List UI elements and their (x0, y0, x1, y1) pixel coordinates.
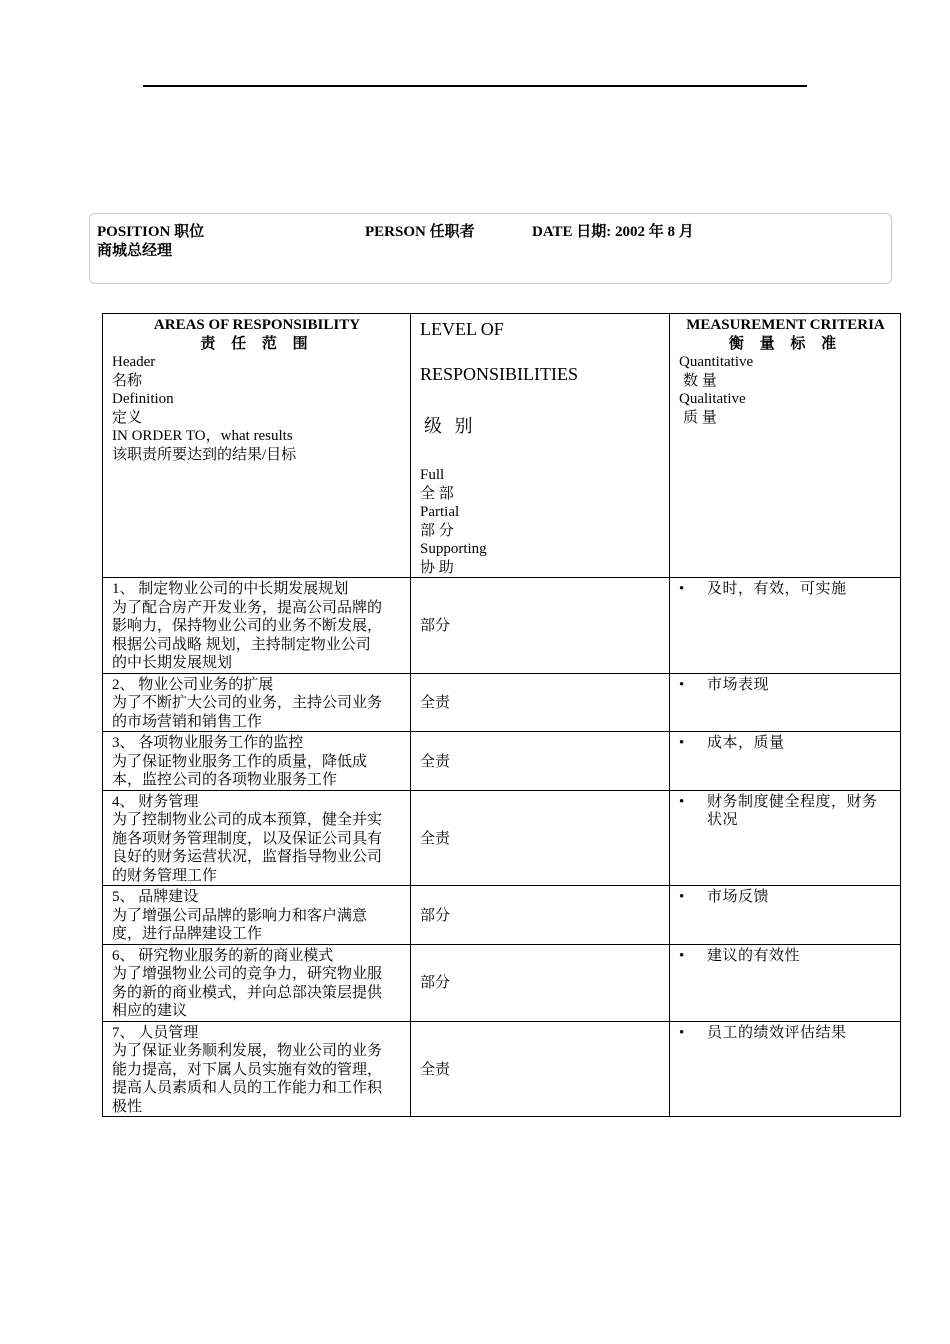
criteria-line: 质 量 (683, 409, 717, 426)
criteria-cell (670, 790, 901, 886)
level-value: 部分 (420, 975, 451, 992)
table-header-row (103, 314, 901, 578)
area-title: 3、 各项物业服务工作的监控 (112, 735, 304, 751)
top-divider-line (143, 85, 807, 87)
area-desc-line: 为了控制物业公司的成本预算，健全并实 (112, 812, 383, 828)
date-label: DATE 日期: 2002 年 8 月 (532, 224, 694, 240)
area-title: 1、 制定物业公司的中长期发展规划 (112, 581, 349, 597)
criteria-title-en: MEASUREMENT CRITERIA (686, 317, 885, 333)
criteria-text: 员工的绩效评估结果 (707, 1024, 847, 1041)
area-desc-line: 的中长期发展规划 (112, 655, 233, 671)
area-desc-line: 根据公司战略 规划，主持制定物业公司 (112, 636, 371, 653)
criteria-text: 建议的有效性 (707, 947, 801, 964)
area-desc-line: 能力提高，对下属人员实施有效的管理， (112, 1061, 383, 1078)
criteria-cell (670, 886, 901, 945)
bullet-icon: • (679, 735, 685, 751)
areas-line: Definition (112, 391, 174, 407)
area-cell (103, 790, 411, 886)
area-cell (103, 1021, 411, 1117)
table-row (103, 673, 901, 732)
level-title-cn: 级 别 (424, 416, 477, 436)
area-cell (103, 886, 411, 945)
area-desc-line: 为了保证业务顺利发展，物业公司的业务 (112, 1043, 383, 1059)
area-desc-line: 极性 (112, 1098, 143, 1115)
criteria-cell (670, 673, 901, 732)
level-title-line2: RESPONSIBILITIES (420, 364, 579, 384)
criteria-cell (670, 1021, 901, 1117)
area-desc-line: 本，监控公司的各项物业服务工作 (112, 772, 338, 788)
position-info-box (89, 213, 892, 284)
area-title: 6、 研究物业服务的新的商业模式 (112, 947, 334, 964)
area-desc-line: 度，进行品牌建设工作 (112, 926, 263, 942)
criteria-text: 市场表现 (707, 676, 770, 693)
level-value: 全责 (420, 1061, 451, 1078)
level-option: Supporting (420, 541, 487, 557)
areas-line: IN ORDER TO，what results (112, 428, 293, 444)
level-cell (411, 790, 670, 886)
level-cell (411, 944, 670, 1021)
area-title: 5、 品牌建设 (112, 889, 199, 905)
area-desc-line: 务的新的商业模式，并向总部决策层提供 (112, 984, 383, 1001)
criteria-line: Qualitative (679, 391, 746, 407)
area-title: 2、 物业公司业务的扩展 (112, 676, 274, 693)
level-value: 部分 (420, 907, 451, 924)
criteria-bullet (679, 734, 892, 753)
table-row (103, 1021, 901, 1117)
criteria-cell (670, 944, 901, 1021)
criteria-line: Quantitative (679, 354, 754, 370)
area-desc-line: 施各项财务管理制度，以及保证公司具有 (112, 830, 383, 847)
level-cell (411, 673, 670, 732)
criteria-text: 成本，质量 (707, 735, 785, 751)
area-desc-line: 为了不断扩大公司的业务，主持公司业务 (112, 695, 383, 711)
level-value: 全责 (420, 695, 451, 711)
area-desc-line: 相应的建议 (112, 1003, 188, 1019)
area-desc-line: 提高人员素质和人员的工作能力和工作积 (112, 1080, 383, 1096)
table-row (103, 944, 901, 1021)
areas-line: 定义 (112, 409, 143, 426)
area-desc-line: 为了配合房产开发业务，提高公司品牌的 (112, 599, 383, 616)
areas-line: Header (112, 354, 156, 370)
table-row (103, 578, 901, 674)
criteria-bullet (679, 676, 892, 695)
areas-header-cell (103, 314, 411, 578)
criteria-line: 数 量 (683, 372, 717, 389)
criteria-title-cn: 衡 量 标 准 (728, 335, 843, 352)
area-desc-line: 的市场营销和销售工作 (112, 713, 263, 730)
bullet-icon: • (679, 793, 685, 810)
level-header-cell (411, 314, 670, 578)
area-desc-line: 为了保证物业服务工作的质量，降低成 (112, 753, 368, 770)
areas-line: 名称 (112, 372, 143, 389)
level-value: 全责 (420, 830, 451, 847)
table-row (103, 732, 901, 791)
area-cell (103, 732, 411, 791)
bullet-icon: • (679, 581, 685, 597)
bullet-icon: • (679, 889, 685, 905)
level-cell (411, 578, 670, 674)
level-option: 全 部 (420, 485, 454, 502)
table-row (103, 886, 901, 945)
area-desc-line: 影响力，保持物业公司的业务不断发展， (112, 618, 383, 634)
areas-title-cn: 责 任 范 围 (200, 335, 314, 352)
criteria-text: 状况 (707, 812, 739, 828)
level-option: Partial (420, 504, 460, 520)
areas-title-en: AREAS OF RESPONSIBILITY (153, 317, 361, 333)
criteria-bullet (679, 793, 892, 830)
area-cell (103, 673, 411, 732)
position-title: 商城总经理 (97, 243, 173, 259)
area-desc-line: 为了增强物业公司的竞争力，研究物业服 (112, 966, 383, 982)
bullet-icon: • (679, 1024, 685, 1041)
level-cell (411, 1021, 670, 1117)
criteria-cell (670, 732, 901, 791)
area-title: 7、 人员管理 (112, 1024, 199, 1041)
criteria-text: 市场反馈 (707, 889, 770, 905)
criteria-text: 及时，有效，可实施 (707, 581, 847, 597)
position-label: POSITION 职位 (97, 224, 205, 240)
areas-line: 该职责所要达到的结果/目标 (112, 446, 297, 463)
level-option: Full (420, 467, 445, 483)
level-value: 全责 (420, 753, 451, 770)
level-cell (411, 886, 670, 945)
person-label: PERSON 任职者 (365, 224, 475, 240)
area-cell (103, 578, 411, 674)
level-title-line1: LEVEL OF (420, 319, 504, 339)
level-value: 部分 (420, 618, 451, 634)
criteria-text: 财务制度健全程度，财务 (707, 793, 878, 810)
level-option: 部 分 (420, 522, 454, 539)
area-desc-line: 良好的财务运营状况，监督指导物业公司 (112, 849, 383, 865)
level-option: 协 助 (420, 559, 454, 576)
level-cell (411, 732, 670, 791)
bullet-icon: • (679, 947, 685, 964)
criteria-bullet (679, 947, 892, 966)
responsibility-table (102, 313, 901, 1117)
criteria-bullet (679, 580, 892, 599)
criteria-header-cell (670, 314, 901, 578)
area-title: 4、 财务管理 (112, 793, 199, 810)
area-desc-line: 的财务管理工作 (112, 867, 218, 884)
criteria-cell (670, 578, 901, 674)
criteria-bullet (679, 1024, 892, 1043)
area-cell (103, 944, 411, 1021)
table-row (103, 790, 901, 886)
bullet-icon: • (679, 676, 685, 693)
area-desc-line: 为了增强公司品牌的影响力和客户满意 (112, 907, 368, 924)
criteria-bullet (679, 888, 892, 907)
